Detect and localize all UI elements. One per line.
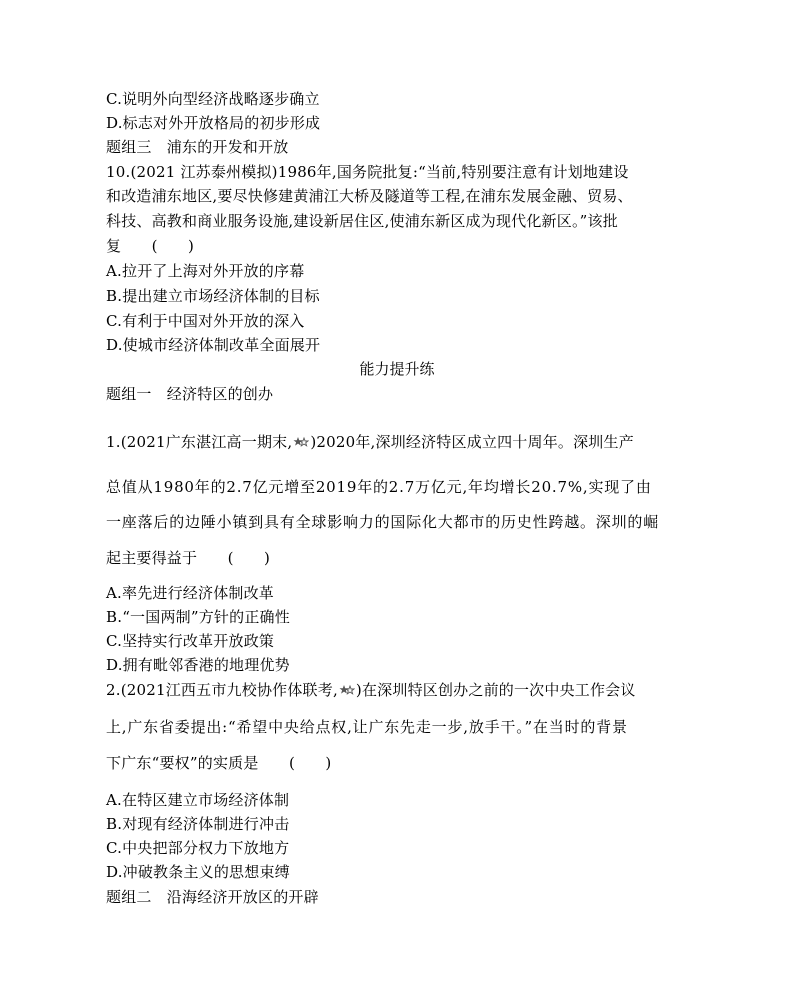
question-10-option-b: B.提出建立市场经济体制的目标: [106, 287, 320, 305]
question-10-option-c: C.有利于中国对外开放的深入: [106, 312, 305, 330]
question-2-option-c: C.中央把部分权力下放地方: [106, 839, 290, 857]
group-title-3: 题组三 浦东的开发和开放: [106, 138, 289, 156]
question-1-source: 1.(2021广东湛江高一期末,: [106, 433, 293, 451]
question-10-option-d: D.使城市经济体制改革全面展开: [106, 336, 321, 354]
question-10-line-1: 10.(2021 江苏泰州模拟)1986年,国务院批复:“当前,特别要注意有计划地建设: [106, 163, 629, 181]
question-1-line-2: 总值从1980年的2.7亿元增至2019年的2.7万亿元,年均增长20.7%,实现了由: [106, 478, 652, 496]
question-2-line-2: 上,广东省委提出:“希望中央给点权,让广东先走一步,放手干。”在当时的背景: [106, 718, 628, 736]
question-1-option-a: A.率先进行经济体制改革: [106, 584, 275, 602]
question-2-line-3: 下广东“要权”的实质是 ( ): [106, 754, 332, 772]
question-2-text: )在深圳特区创办之前的一次中央工作会议: [355, 681, 636, 699]
group-title-2: 题组二 沿海经济开放区的开辟: [106, 888, 319, 906]
question-10-option-a: A.拉开了上海对外开放的序幕: [106, 262, 305, 280]
question-1-option-c: C.坚持实行改革开放政策: [106, 632, 275, 650]
option-c: C.说明外向型经济战略逐步确立: [106, 90, 320, 108]
question-1-line-3: 一座落后的边陲小镇到具有全球影响力的国际化大都市的历史性跨越。深圳的崛: [106, 513, 660, 531]
difficulty-star-icon: [339, 684, 355, 696]
question-10-line-3: 科技、高教和商业服务设施,建设新居住区,使浦东新区成为现代化新区。”该批: [106, 212, 618, 230]
option-d: D.标志对外开放格局的初步形成: [106, 114, 321, 132]
question-2-option-a: A.在特区建立市场经济体制: [106, 791, 290, 809]
question-2-source: 2.(2021江西五市九校协作体联考,: [106, 681, 338, 699]
question-1-line-4: 起主要得益于 ( ): [106, 549, 271, 567]
question-1-text: )2020年,深圳经济特区成立四十周年。深圳生产: [310, 433, 634, 451]
question-1-option-d: D.拥有毗邻香港的地理优势: [106, 656, 290, 674]
group-title-1: 题组一 经济特区的创办: [106, 385, 274, 403]
question-2-option-d: D.冲破教条主义的思想束缚: [106, 863, 290, 881]
difficulty-star-icon: [293, 436, 309, 448]
question-1-line-1: [106, 432, 634, 452]
question-1-option-b: B.“一国两制”方针的正确性: [106, 608, 290, 626]
section-title: 能力提升练: [359, 360, 435, 378]
question-2-line-1: [106, 680, 636, 700]
question-2-option-b: B.对现有经济体制进行冲击: [106, 815, 290, 833]
question-10-line-2: 和改造浦东地区,要尽快修建黄浦江大桥及隧道等工程,在浦东发展金融、贸易、: [106, 187, 633, 205]
question-10-line-4: 复 ( ): [106, 237, 195, 255]
